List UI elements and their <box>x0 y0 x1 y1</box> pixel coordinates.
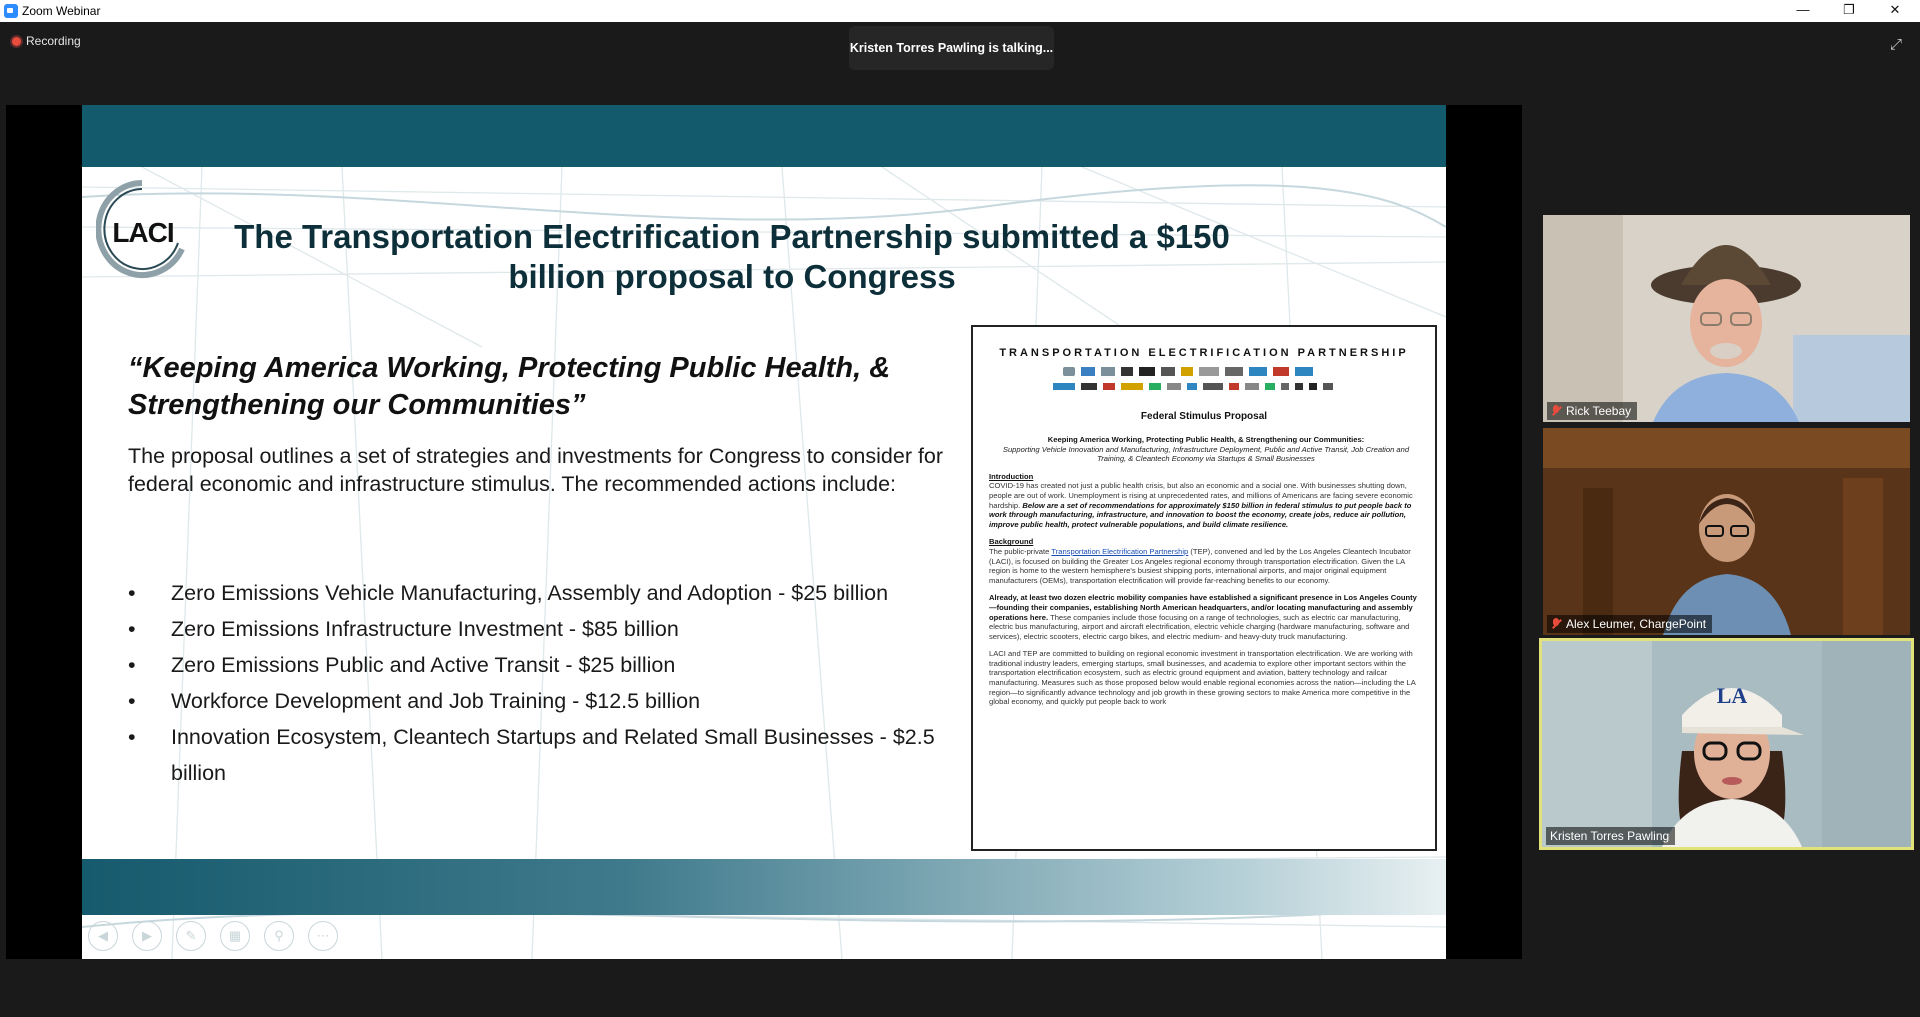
participant-name-label <box>1547 615 1712 633</box>
participant-name: Alex Leumer, ChargePoint <box>1566 617 1707 631</box>
slide-quote: “Keeping America Working, Protecting Public Health, & Strengthening our Communities” <box>128 352 891 421</box>
participant-name: Rick Teebay <box>1566 404 1632 418</box>
slide-bottom-banner <box>82 859 1446 915</box>
recommended-actions-list <box>128 575 958 791</box>
list-item: • Workforce Development and Job Training - $12.5 billion <box>128 683 958 719</box>
document-background-heading: Background <box>989 537 1034 547</box>
document-subtitle: Keeping America Working, Protecting Public Health, & Strengthening our Communities: <box>1047 435 1365 444</box>
laci-logo <box>96 179 188 283</box>
recording-indicator[interactable] <box>12 34 81 48</box>
participant-name-label <box>1546 827 1675 845</box>
participant-name-label <box>1547 402 1637 420</box>
participant-video-tile[interactable] <box>1543 428 1910 635</box>
pen-icon[interactable]: ✎ <box>176 921 206 951</box>
zoom-app-icon <box>4 4 18 18</box>
document-para3-bold: Already, at least two dozen electric mobility companies have established a significant presence in Los Angeles County—founding their companies, establishing North American headquarters, and/or locating manufacturing and assembly operations here. <box>989 593 1417 622</box>
svg-text:LA: LA <box>1716 683 1748 708</box>
window-title-bar <box>0 0 1920 22</box>
next-slide-icon[interactable]: ▶ <box>132 921 162 951</box>
proposal-document-image <box>971 325 1437 851</box>
document-body <box>989 435 1423 707</box>
slide-title: The Transportation Electrification Partnership submitted a $150 billion proposal to Congress <box>234 218 1230 295</box>
list-item: • Zero Emissions Vehicle Manufacturing, Assembly and Adoption - $25 billion <box>128 575 958 611</box>
slide-top-banner <box>82 105 1446 167</box>
active-speaker-video-tile[interactable] <box>1539 638 1914 850</box>
previous-slide-icon[interactable]: ◀ <box>88 921 118 951</box>
close-icon[interactable]: ✕ <box>1889 2 1901 17</box>
document-intro-paragraph <box>989 481 1423 529</box>
document-para3-text: These companies include those focusing on a range of technologies, such as electric car manufacturing, electric bus manufacturing, airport and aircraft electrification, electric vehicle charging (hardware manufacturing, software and services), electric scooters, electric cargo bikes, and electric medium- and heavy-duty truck manufacturing. <box>989 612 1410 641</box>
minimize-icon[interactable]: — <box>1796 2 1810 17</box>
active-speaker-toast: Kristen Torres Pawling is talking... <box>849 26 1054 70</box>
recording-label: Recording <box>26 34 81 48</box>
document-background-paragraph <box>989 547 1423 585</box>
zoom-icon[interactable]: ⚲ <box>264 921 294 951</box>
list-item: • Zero Emissions Public and Active Transit - $25 billion <box>128 647 958 683</box>
recording-dot-icon <box>12 37 21 46</box>
slide-intro: The proposal outlines a set of strategies and investments for Congress to consider for federal economic and infrastructure stimulus. The recommended actions include: <box>128 444 944 496</box>
document-background-post: (TEP), convened and led by the Los Angeles Cleantech Incubator (LACI), is focused on building the Greater Los Angeles regional economy through transportation electrification. Given the LA region is home to the western hemisphere's busiest shipping ports, international airports, and major original equipment manufacturers (OEMs), transportation electrification will provide far-reaching benefits to our economy. <box>989 546 1411 585</box>
document-paragraph-3 <box>989 593 1423 641</box>
document-proposal-title: Federal Stimulus Proposal <box>1140 411 1268 422</box>
participant-video-tile[interactable] <box>1543 215 1910 422</box>
document-background-pre: The public-private <box>989 546 1050 556</box>
presentation-slide <box>82 105 1446 959</box>
document-subtitle-italic: Supporting Vehicle Innovation and Manufacturing, Infrastructure Deployment, Public and Active Transit, Job Creation and Training, & Cleantech Economy via Startups & Small Businesses <box>1002 444 1410 464</box>
participant-name: Kristen Torres Pawling <box>1550 829 1670 843</box>
grid-icon[interactable]: ▦ <box>220 921 250 951</box>
document-paragraph-4: LACI and TEP are committed to building on regional economic investment in transportation electrification. We are working with traditional industry leaders, emerging startups, small businesses, and academia to explore other important sectors within the transportation electrification ecosystem, such as electric ground equipment and aviation, battery technology and railcar manufacturing. Measures such as those proposed below would enable regional economies across the nation—including the LA region—to significantly advance technology and job growth in these growing sectors to make America more competitive in the global economy, and quickly put people back to work <box>989 649 1416 707</box>
partner-logos-strip <box>1033 365 1379 395</box>
document-intro-text: COVID-19 has created not just a public health crisis, but also an economic and a social one. With businesses shutting down, people are out of work. Unemployment is rising at unprecedented rates, and millions of Americans are facing severe economic hardship. <box>989 481 1413 510</box>
muted-microphone-icon <box>1551 618 1561 630</box>
document-header: TRANSPORTATION ELECTRIFICATION PARTNERSHIP <box>999 347 1409 359</box>
list-item: • Zero Emissions Infrastructure Investment - $85 billion <box>128 611 958 647</box>
expand-icon[interactable]: ⤢ <box>1890 36 1903 53</box>
muted-microphone-icon <box>1551 405 1561 417</box>
list-item: • Innovation Ecosystem, Cleantech Startups and Related Small Businesses - $2.5 billion <box>128 719 958 791</box>
document-tep-link: Transportation Electrification Partnership <box>1051 546 1189 556</box>
laci-logo-text: LACI <box>112 217 174 248</box>
restore-icon[interactable]: ❐ <box>1843 2 1855 17</box>
more-options-icon[interactable]: ⋯ <box>308 921 338 951</box>
slide-navigation-controls <box>82 915 1446 959</box>
window-title: Zoom Webinar <box>22 4 101 18</box>
document-intro-heading: Introduction <box>989 471 1034 481</box>
document-intro-bold: Below are a set of recommendations for approximately $150 billion in federal stimulus to put people back to work through manufacturing, infrastructure, and innovation to boost the economy, create jobs, reduce air pollution, improve public health, protect vulnerable populations, and build climate resilience. <box>989 500 1412 529</box>
